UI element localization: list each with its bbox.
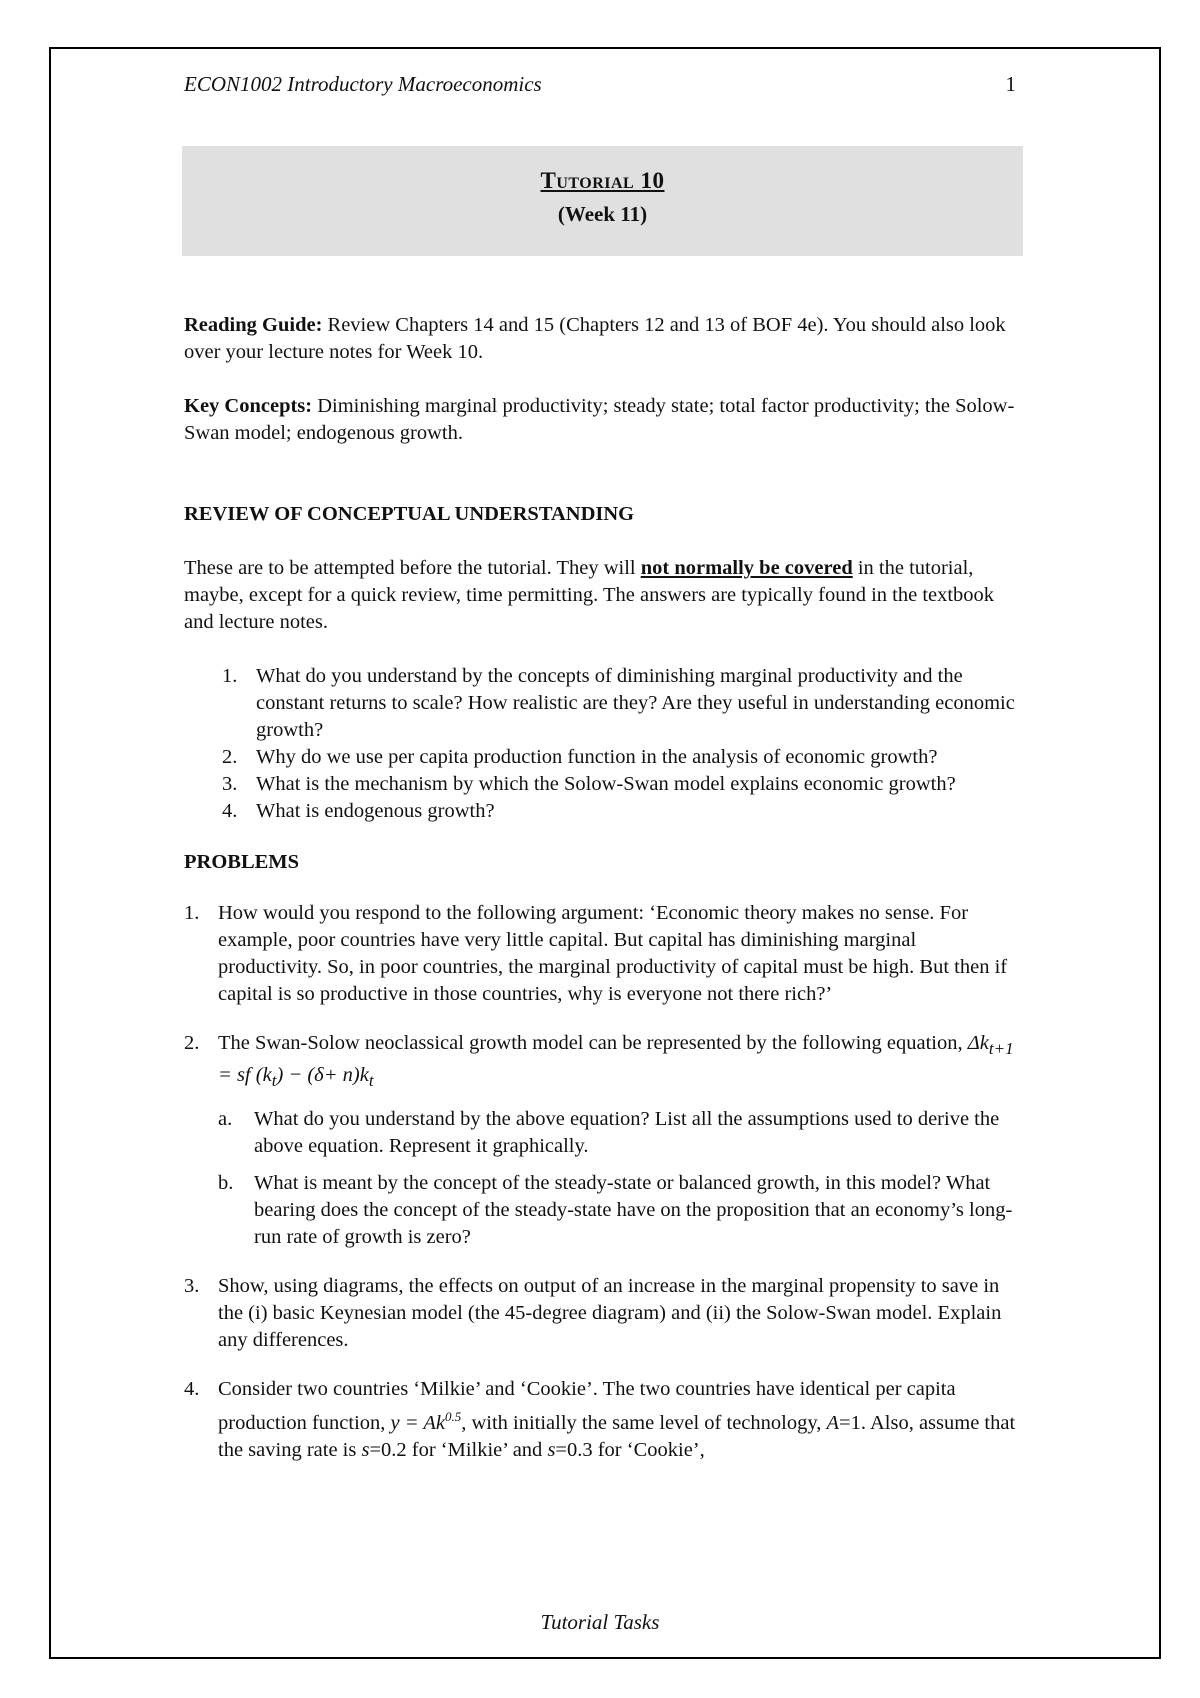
reading-guide-text: Review Chapters 14 and 15 (Chapters 12 and 13 of BOF 4e). You should also look over your lecture notes for Week 10. bbox=[184, 314, 1006, 363]
tutorial-title: Tutorial 10 bbox=[540, 168, 665, 193]
item-number: 4. bbox=[184, 1378, 200, 1401]
item-number: a. bbox=[218, 1108, 233, 1131]
item-text: Show, using diagrams, the effects on output of an increase in the marginal propensity to save in the (i) basic Keynesian model (the 45-degree diagram) and (ii) the Solow-Swan model. Explain any differences. bbox=[218, 1275, 1002, 1352]
problem-2 bbox=[184, 1030, 1024, 1273]
item-number: 2. bbox=[184, 1032, 200, 1054]
item-number: 3. bbox=[222, 773, 238, 795]
review-intro-b: in the tutorial, maybe, except for a quick review, time permitting. The answers are typically found in the textbook and lecture notes. bbox=[184, 557, 995, 633]
tutorial-week: (Week 11) bbox=[557, 202, 648, 226]
item-text-c: Also, assume that the saving rate is bbox=[218, 1412, 1016, 1462]
list-item bbox=[184, 771, 1024, 798]
swan-solow-equation: $\Delta k_{t+1}$ = sf $(k_t) - (\delta+ n)k_t$ bbox=[218, 1032, 1014, 1091]
saving-variable: s bbox=[547, 1439, 556, 1462]
list-item bbox=[184, 663, 1024, 744]
item-text: What is meant by the concept of the steady-state or balanced growth, in this model? What bearing does the concept of the steady-state have on the proposition that an economy’s long-run rate of growth is zero? bbox=[254, 1172, 1013, 1249]
page-header bbox=[184, 72, 1016, 102]
item-text-b: , with initially the same level of technology, bbox=[461, 1412, 827, 1435]
item-number: 4. bbox=[222, 800, 238, 822]
problem-3 bbox=[184, 1273, 1024, 1376]
key-concepts-label: Key Concepts: bbox=[184, 395, 313, 417]
review-intro bbox=[184, 555, 1024, 636]
key-concepts bbox=[184, 393, 1024, 447]
course-title: ECON1002 Introductory Macroeconomics bbox=[184, 72, 542, 96]
saving-value-milkie: =0.2 for ‘Milkie’ and bbox=[369, 1439, 548, 1462]
list-item bbox=[218, 1106, 1024, 1160]
item-text: What do you understand by the concepts of diminishing marginal productivity and the constant returns to scale? How realistic are they? Are they useful in understanding economic growth? bbox=[256, 665, 1015, 741]
item-number: 1. bbox=[222, 665, 238, 687]
problem-1 bbox=[184, 900, 1024, 1030]
key-concepts-text: Diminishing marginal productivity; steady state; total factor productivity; the Solow-Swan model; endogenous growth. bbox=[184, 395, 1015, 444]
problem-2-subparts bbox=[218, 1106, 1024, 1251]
tutorial-banner bbox=[182, 146, 1023, 256]
page-footer: Tutorial Tasks bbox=[540, 1610, 660, 1634]
item-text: How would you respond to the following argument: ‘Economic theory makes no sense. For example, poor countries have very little capital. But capital has diminishing marginal productivity. So, in poor countries, the marginal productivity of capital must be high. But then if capital is so productive in those countries, why is everyone not there rich?’ bbox=[218, 902, 1008, 1005]
item-number: b. bbox=[218, 1172, 234, 1195]
item-number: 3. bbox=[184, 1275, 200, 1298]
list-item bbox=[184, 798, 1024, 825]
problem-4 bbox=[184, 1376, 1024, 1464]
review-intro-emphasis: not normally be covered bbox=[640, 557, 853, 579]
tutorial-body bbox=[184, 312, 1024, 1464]
technology-variable: A bbox=[826, 1412, 840, 1435]
production-function-exponent: 0.5 bbox=[444, 1409, 462, 1425]
item-text: Why do we use per capita production function in the analysis of economic growth? bbox=[256, 746, 938, 768]
saving-value-cookie: =0.3 for ‘Cookie’, bbox=[555, 1439, 705, 1462]
item-number: 2. bbox=[222, 746, 238, 768]
item-text: The Swan-Solow neoclassical growth model can be represented by the following equation, bbox=[218, 1032, 968, 1054]
list-item bbox=[218, 1170, 1024, 1251]
technology-value: =1. bbox=[839, 1412, 866, 1435]
reading-guide-label: Reading Guide: bbox=[184, 314, 323, 336]
item-number: 1. bbox=[184, 902, 200, 924]
production-function: y = Ak bbox=[390, 1412, 445, 1435]
saving-variable: s bbox=[361, 1439, 370, 1462]
problems-list bbox=[184, 900, 1024, 1464]
list-item bbox=[184, 744, 1024, 771]
review-heading: REVIEW OF CONCEPTUAL UNDERSTANDING bbox=[184, 503, 635, 525]
page-number: 1 bbox=[1005, 72, 1016, 96]
item-text: What is endogenous growth? bbox=[256, 800, 495, 822]
item-text: Consider two countries ‘Milkie’ and ‘Cookie’. The two countries have identical per capita production function, bbox=[218, 1378, 956, 1435]
review-questions bbox=[184, 663, 1024, 825]
item-text: What do you understand by the above equation? List all the assumptions used to derive the above equation. Represent it graphically. bbox=[254, 1108, 1000, 1158]
review-intro-a: These are to be attempted before the tutorial. They will bbox=[184, 557, 641, 579]
item-text: What is the mechanism by which the Solow-Swan model explains economic growth? bbox=[256, 773, 956, 795]
reading-guide bbox=[184, 312, 1024, 366]
problems-heading: PROBLEMS bbox=[184, 851, 300, 873]
